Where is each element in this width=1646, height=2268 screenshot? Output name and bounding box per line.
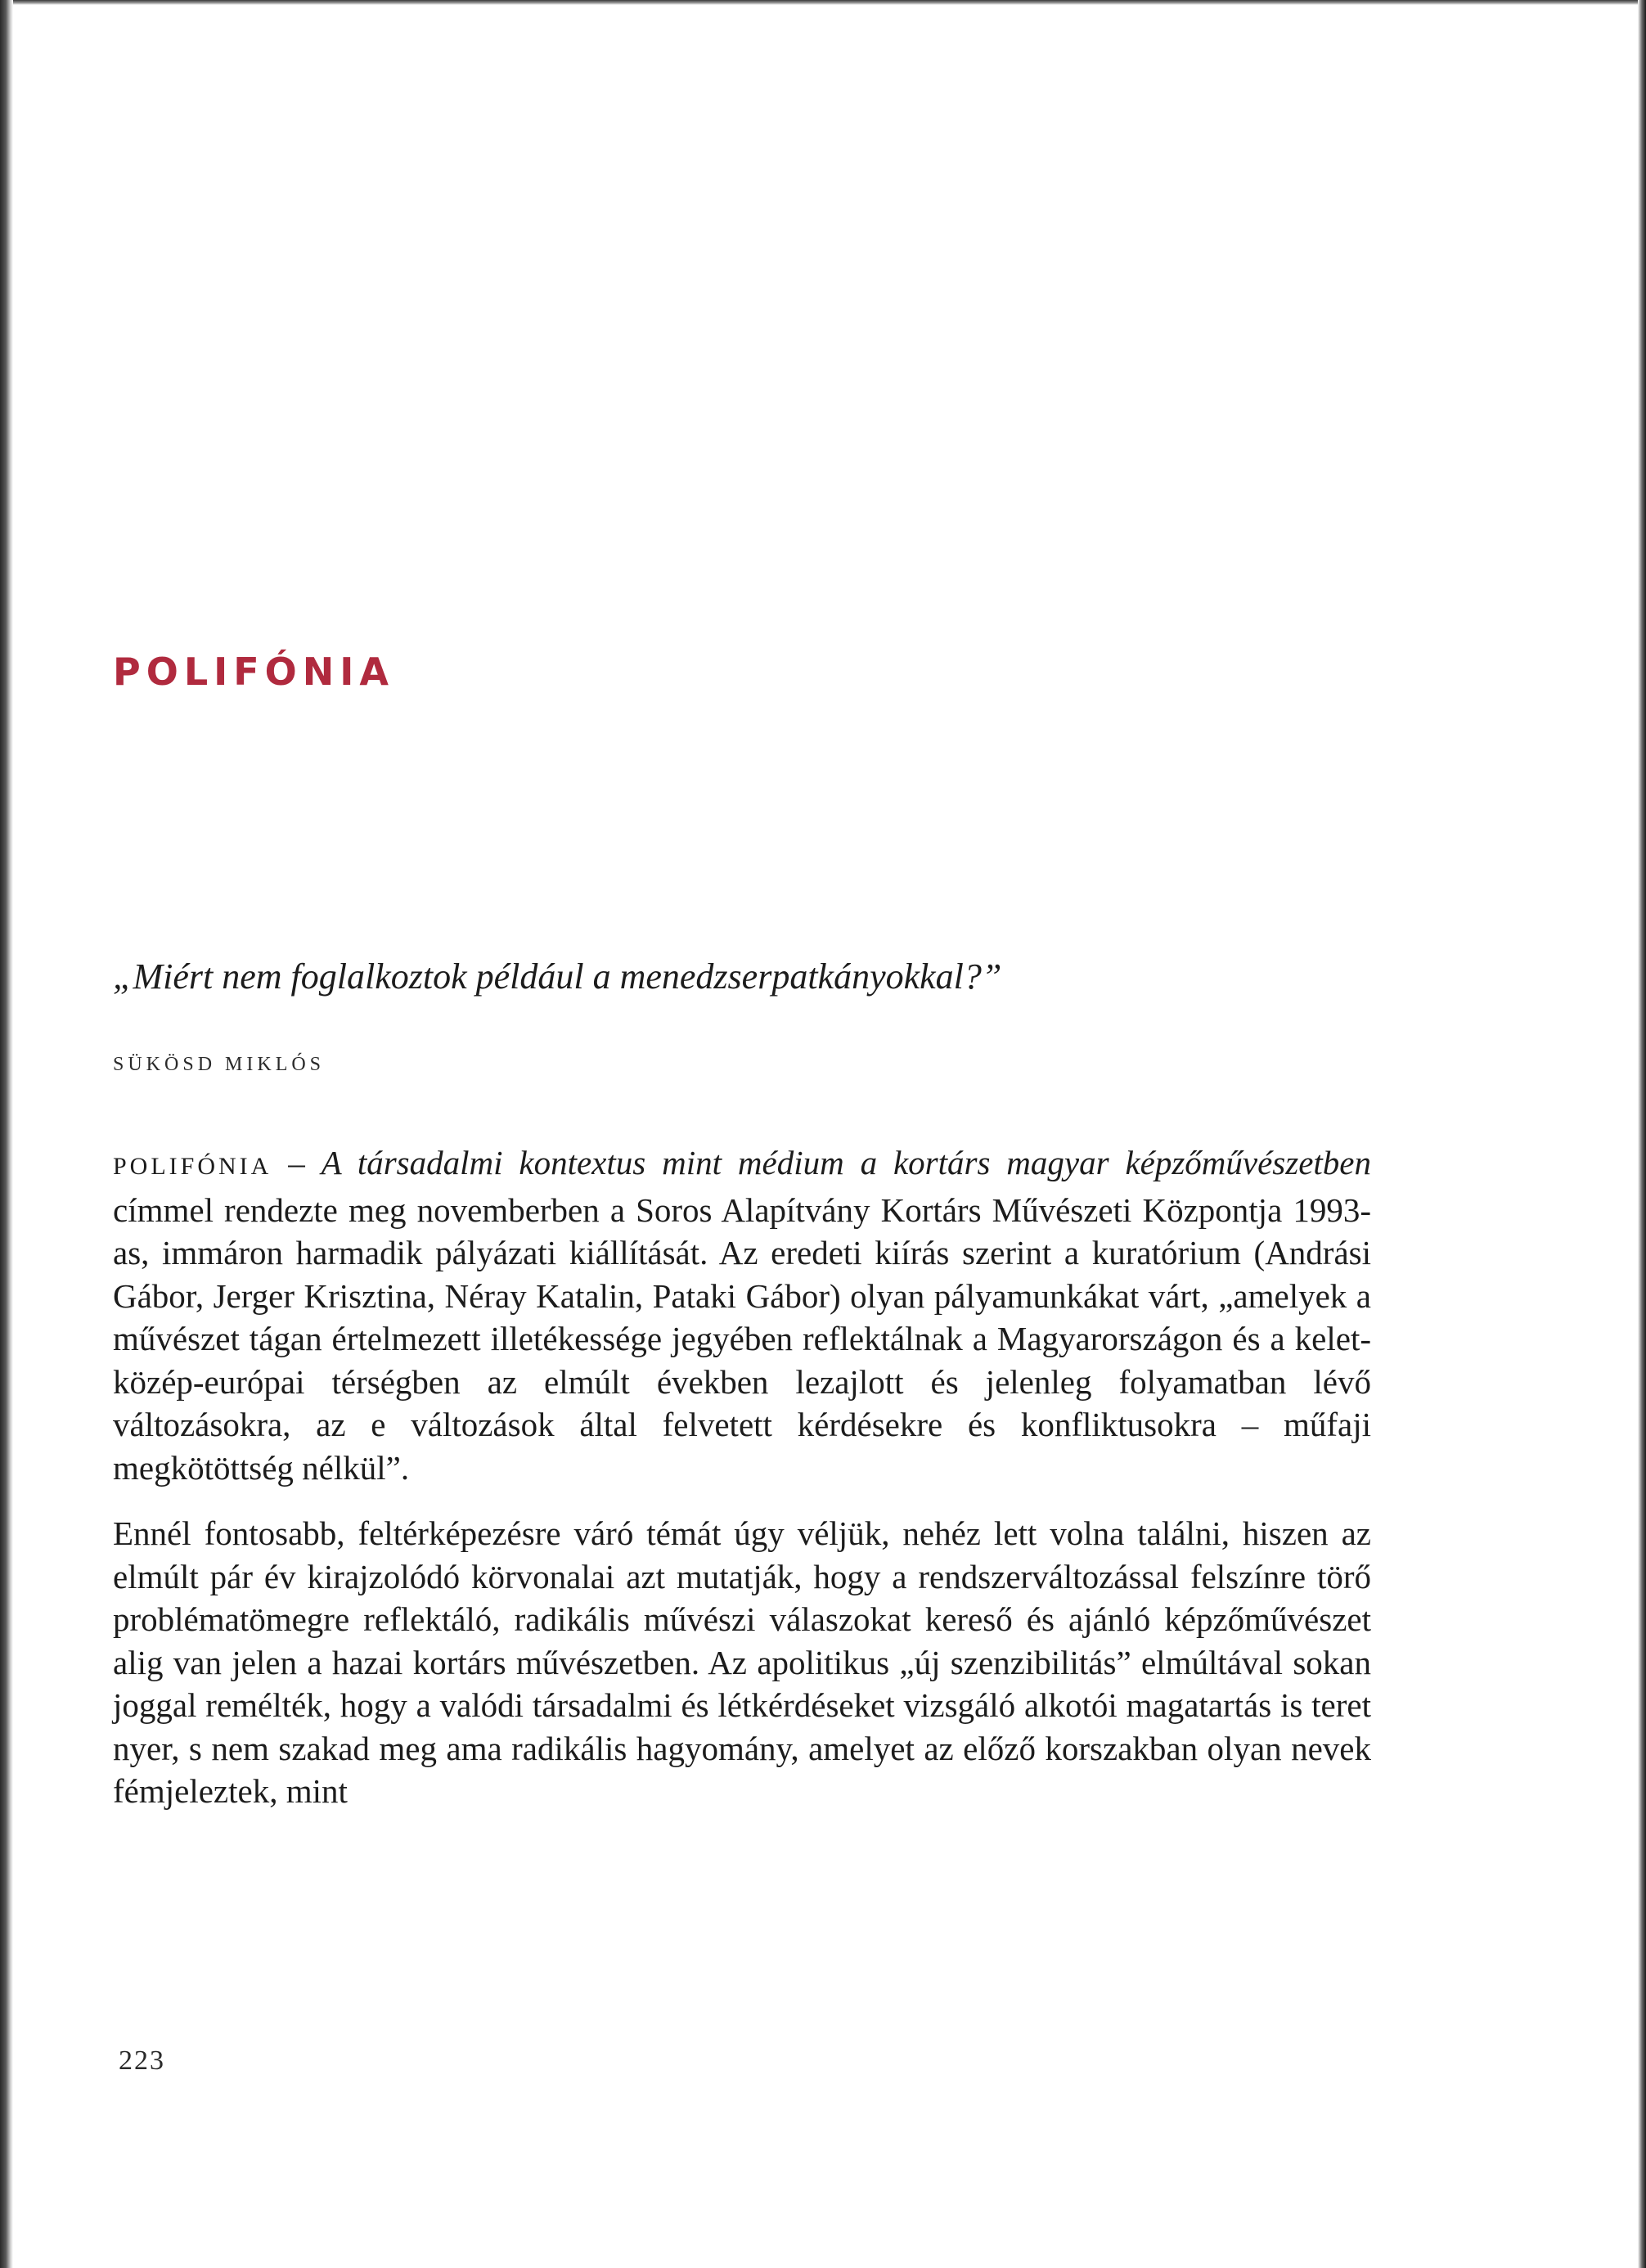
paragraph-lead-word: POLIFÓNIA [113,1153,272,1180]
page-top-edge-shadow [0,0,1646,5]
page-number: 223 [119,2045,165,2076]
paragraph-dash: – [272,1144,322,1181]
epigraph-author: SÜKÖSD MIKLÓS [113,1054,326,1075]
body-text [113,1141,1371,1836]
paragraph-1 [113,1141,1371,1489]
chapter-title: POLIFÓNIA [113,650,394,694]
book-spine-shadow [0,0,13,2268]
epigraph-quote: „Miért nem foglalkoztok például a menedzserpatkányokkal?” [113,956,1002,997]
exhibition-subtitle: A társadalmi kontextus mint médium a kortárs magyar képzőművészetben [321,1144,1372,1181]
paragraph-2: Ennél fontosabb, feltérképezésre váró témát úgy véljük, nehéz lett volna találni, hiszen az elmúlt pár év kirajzolódó körvonalai azt mutatják, hogy a rendszerváltozással felszínre törő problématömegre reflektáló, radikális művészi válaszokat kereső és ajánló képzőművészet alig van jelen a hazai kortárs művészetben. Az apolitikus „új szenzibilitás” elmúltával sokan joggal remélték, hogy a valódi társadalmi és létkérdéseket vizsgáló alkotói magatartás is teret nyer, s nem szakad meg ama radikális hagyomány, amelyet az előző korszakban olyan nevek fémjeleztek, mint [113,1514,1371,1810]
paragraph-1-text: címmel rendezte meg novemberben a Soros Alapítvány Kortárs Művészeti Központja 1993-as, immáron harmadik pályázati kiállítását. Az eredeti kiírás szerint a kuratórium (Andrási Gábor, Jerger Krisztina, Néray Katalin, Pataki Gábor) olyan pályamunkákat várt, „amelyek a művészet tágan értelmezett illetékessége jegyében reflektálnak a Magyarországon és a kelet-közép-európai térségben az elmúlt években lezajlott és jelenleg folyamatban lévő változásokra, az e változások által felvetett kérdésekre és konfliktusokra – műfaji megkötöttség nélkül”. [113,1190,1371,1487]
page-right-edge-shadow [1638,0,1646,2268]
